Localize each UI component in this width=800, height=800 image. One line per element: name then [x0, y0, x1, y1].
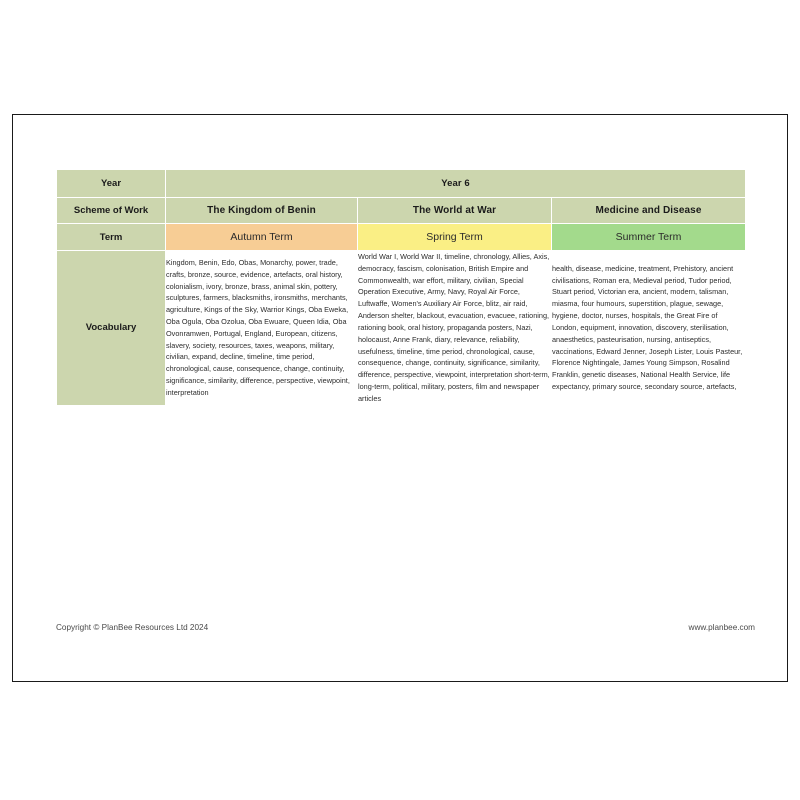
year-value-cell: Year 6 [166, 170, 746, 198]
row-label-term: Term [57, 224, 166, 251]
term-cell-autumn: Autumn Term [166, 224, 358, 251]
scheme-cell-summer: Medicine and Disease [552, 198, 746, 224]
vocabulary-cell-autumn: Kingdom, Benin, Edo, Obas, Monarchy, power, trade, crafts, bronze, source, evidence, artefacts, oral history, colonialism, ivory, bronze, brass, animal skin, pottery, sculptures, farmers, blacksmiths, ironsmiths, merchants, agriculture, Kings of the Sky, Warrior Kings, Oba Eweka, Oba Ogula, Oba Ozolua, Oba Ewuare, Queen Idia, Oba Ovonramwen, Portugal, England, European, citizens, slavery, society, resources, taxes, weapons, military, civilian, expand, decline, timeline, time period, chronological, cause, consequence, change, continuity, significance, similarity, difference, perspective, viewpoint, interpretation [166, 251, 358, 406]
vocabulary-cell-summer: health, disease, medicine, treatment, Prehistory, ancient civilisations, Roman era, Medieval period, Tudor period, Stuart period, Victorian era, ancient, modern, talisman, miasma, four humours, superstition, plague, sewage, hygiene, doctor, nurses, hospitals, the Great Fire of London, equipment, innovation, discovery, sterilisation, anaesthetics, pasteurisation, nursing, antiseptics, vaccinations, Edward Jenner, Joseph Lister, Louis Pasteur, Florence Nightingale, James Young Simpson, Rosalind Franklin, genetic diseases, National Health Service, life expectancy, primary source, secondary source, artefacts, [552, 251, 746, 406]
table-row-term [57, 224, 746, 251]
row-label-scheme-of-work: Scheme of Work [57, 198, 166, 224]
table-row-vocabulary [57, 251, 746, 406]
term-cell-summer: Summer Term [552, 224, 746, 251]
term-cell-spring: Spring Term [358, 224, 552, 251]
page-footer [56, 623, 755, 632]
website-url: www.planbee.com [688, 623, 755, 632]
row-label-vocabulary: Vocabulary [57, 251, 166, 406]
document-page [12, 114, 788, 682]
table-row-scheme-of-work [57, 198, 746, 224]
vocabulary-cell-spring: World War I, World War II, timeline, chronology, Allies, Axis, democracy, fascism, colonisation, British Empire and Commonwealth, war effort, military, civilian, Special Operation Executive, Army, Navy, Royal Air Force, Luftwaffe, Women's Auxiliary Air Force, blitz, air raid, Anderson shelter, blackout, evacuation, evacuee, rationing, rationing book, oral history, propaganda posters, Nazi, holocaust, Anne Frank, diary, relevance, reliability, usefulness, timeline, time period, chronological, cause, consequence, change, continuity, significance, similarity, difference, perspective, viewpoint, interpretation short-term, long-term, political, military, posters, film and newspaper articles [358, 251, 552, 406]
curriculum-overview-table [56, 169, 746, 406]
row-label-year: Year [57, 170, 166, 198]
scheme-cell-spring: The World at War [358, 198, 552, 224]
scheme-cell-autumn: The Kingdom of Benin [166, 198, 358, 224]
table-row-year [57, 170, 746, 198]
copyright-text: Copyright © PlanBee Resources Ltd 2024 [56, 623, 209, 632]
